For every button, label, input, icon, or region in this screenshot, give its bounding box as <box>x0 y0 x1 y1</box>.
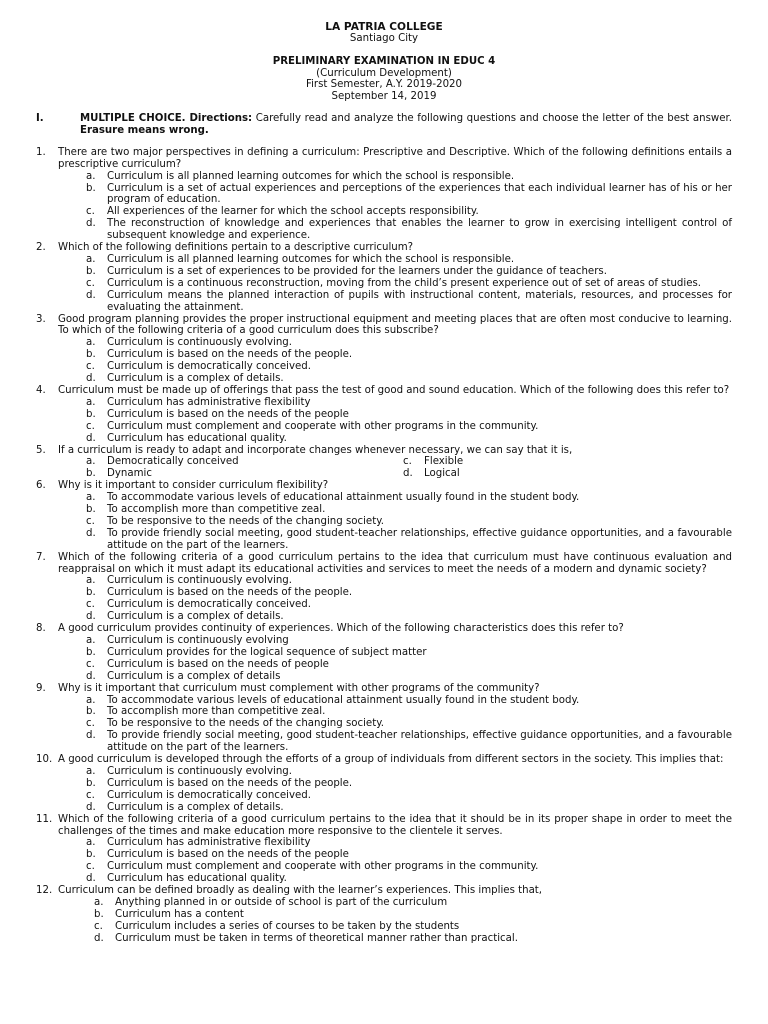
question-number: 2. <box>36 242 46 254</box>
answer-option <box>36 504 732 516</box>
answer-option <box>36 349 732 361</box>
option-text: Curriculum includes a series of courses to be taken by the students <box>115 920 460 932</box>
question-text: Which of the following criteria of a good curriculum pertains to the idea that curriculum must have continuous evaluation and reappraisal on which it must adapt its educational activities and services to meet the needs of a modern and dynamic society? <box>58 551 732 575</box>
option-text: Anything planned in or outside of school is part of the curriculum <box>115 896 448 908</box>
answer-option <box>36 361 732 373</box>
option-text: Curriculum is continuously evolving <box>107 635 289 646</box>
option-letter: c. <box>86 515 95 527</box>
answer-option <box>36 849 732 861</box>
option-text: Curriculum is a set of actual experiences and perceptions of the experiences that each individual learner has of his or her program of education. <box>107 182 732 206</box>
answer-option <box>36 635 732 647</box>
option-letter: c. <box>86 420 95 432</box>
option-text: All experiences of the learner for which the school accepts responsibility. <box>107 206 479 218</box>
answer-option <box>36 528 732 552</box>
option-text: To provide friendly social meeting, good student-teacher relationships, effective guidance opportunities, and a favourable attitude on the part of the learners. <box>107 527 732 551</box>
section-number: I. <box>36 113 44 125</box>
option-text: Curriculum has a content <box>115 908 244 920</box>
exam-semester: First Semester, A.Y. 2019-2020 <box>305 79 463 91</box>
question-number: 1. <box>36 146 46 158</box>
answer-option <box>36 575 732 587</box>
answer-option <box>36 718 732 730</box>
option-letter: d. <box>403 468 413 480</box>
question-item <box>36 147 732 171</box>
answer-option <box>36 183 732 207</box>
option-letter: d. <box>86 218 96 230</box>
option-text: Curriculum is based on the needs of people <box>107 658 329 670</box>
option-text: Curriculum must complement and cooperate with other programs in the community. <box>107 420 539 432</box>
option-text: Logical <box>424 468 460 480</box>
answer-option <box>86 456 403 468</box>
option-letter: c. <box>94 920 103 932</box>
answer-option <box>36 409 732 421</box>
option-text: Dynamic <box>107 468 152 480</box>
option-letter: a. <box>86 456 96 468</box>
option-text: Curriculum is a continuous reconstruction, moving from the child’s present experience out of set of areas of studies. <box>107 277 702 289</box>
question-item <box>36 552 732 576</box>
option-text: Curriculum is based on the needs of the people <box>107 408 349 420</box>
question-number: 5. <box>36 444 46 456</box>
question-number: 9. <box>36 682 46 694</box>
question-number: 7. <box>36 551 46 563</box>
question-item <box>36 814 732 838</box>
answer-option <box>86 468 403 480</box>
answer-option <box>36 730 732 754</box>
answer-option <box>36 599 732 611</box>
option-letter: a. <box>94 896 104 908</box>
option-letter: a. <box>86 635 96 646</box>
answer-option <box>36 171 732 183</box>
question-text: Why is it important to consider curriculum flexibility? <box>58 480 329 492</box>
option-text: Flexible <box>424 456 464 468</box>
option-text: Curriculum is based on the needs of the people <box>107 849 349 861</box>
answer-option <box>36 921 732 933</box>
option-letter: d. <box>86 527 96 539</box>
option-text: Curriculum is all planned learning outcomes for which the school is responsible. <box>107 170 515 182</box>
option-text: Curriculum must complement and cooperate with other programs in the community. <box>107 861 539 873</box>
answer-option <box>36 766 732 778</box>
option-text: Curriculum is democratically conceived. <box>107 361 311 373</box>
question-text: There are two major perspectives in defining a curriculum: Prescriptive and Descriptive. Which of the following definitions entails a prescriptive curriculum? <box>58 146 732 170</box>
option-text: Democratically conceived <box>107 456 239 468</box>
answer-option <box>36 421 732 433</box>
option-text: Curriculum is continuously evolving. <box>107 337 292 349</box>
question-text: If a curriculum is ready to adapt and incorporate changes whenever necessary, we can say that it is, <box>58 444 573 456</box>
option-letter: b. <box>86 706 96 718</box>
option-letter: b. <box>86 182 96 194</box>
option-text: Curriculum is all planned learning outcomes for which the school is responsible. <box>107 254 515 265</box>
option-text: Curriculum has educational quality. <box>107 873 287 885</box>
section-text: Carefully read and analyze the following questions and choose the letter of the best answer. <box>252 113 732 125</box>
question-item <box>36 623 732 635</box>
question-number: 3. <box>36 313 46 325</box>
answer-option <box>36 837 732 849</box>
question-item <box>36 445 732 457</box>
option-letter: b. <box>86 646 96 658</box>
answer-option <box>36 587 732 599</box>
school-name: LA PATRIA COLLEGE <box>325 21 443 33</box>
question-number: 11. <box>36 813 53 825</box>
option-letter: c. <box>86 789 95 801</box>
option-letter: b. <box>86 587 96 599</box>
option-letter: c. <box>86 718 95 730</box>
question-number: 10. <box>36 754 53 766</box>
answer-option <box>36 254 732 266</box>
option-letter: b. <box>86 265 96 277</box>
option-text: To accommodate various levels of educational attainment usually found in the student body. <box>107 492 580 504</box>
question-item <box>36 885 732 897</box>
option-letter: d. <box>86 730 96 742</box>
question-number: 12. <box>36 885 53 897</box>
option-letter: b. <box>86 777 96 789</box>
option-text: Curriculum is based on the needs of the people. <box>107 777 353 789</box>
answer-option <box>36 278 732 290</box>
section-title: MULTIPLE CHOICE. Directions: <box>80 113 253 125</box>
question-item <box>36 385 732 397</box>
question-item <box>36 242 732 254</box>
section-directions <box>36 113 732 137</box>
option-letter: d. <box>94 932 104 944</box>
option-text: Curriculum is a complex of details <box>107 670 281 682</box>
question-item <box>36 314 732 338</box>
option-letter: d. <box>86 289 96 301</box>
answer-option <box>36 778 732 790</box>
option-text: Curriculum has educational quality. <box>107 432 287 444</box>
option-text: Curriculum is continuously evolving. <box>107 575 292 587</box>
option-letter: b. <box>86 349 96 361</box>
option-letter: a. <box>86 396 96 408</box>
answer-option <box>36 873 732 885</box>
option-letter: d. <box>86 873 96 885</box>
exam-date: September 14, 2019 <box>331 90 437 102</box>
answer-option <box>36 647 732 659</box>
answer-option <box>36 706 732 718</box>
option-letter: c. <box>86 206 95 218</box>
option-letter: a. <box>86 337 96 349</box>
school-city: Santiago City <box>349 33 419 44</box>
question-text: A good curriculum provides continuity of experiences. Which of the following characteristics does this refer to? <box>58 623 624 635</box>
answer-option-row <box>36 456 732 468</box>
section-body <box>80 113 732 137</box>
option-letter: a. <box>86 837 96 849</box>
exam-header <box>36 21 732 102</box>
option-letter: c. <box>86 658 95 670</box>
answer-option <box>36 218 732 242</box>
question-text: Why is it important that curriculum must complement with other programs of the community? <box>58 682 540 694</box>
option-letter: d. <box>86 432 96 444</box>
option-letter: b. <box>86 504 96 516</box>
question-text: Which of the following criteria of a good curriculum pertains to the idea that it should be in its proper shape in order to meet the challenges of the times and make education more responsive to the clientele it serves. <box>58 813 732 837</box>
answer-option <box>36 671 732 683</box>
option-text: Curriculum is continuously evolving. <box>107 765 292 777</box>
section-emphasis: Erasure means wrong. <box>80 124 209 136</box>
question-item <box>36 683 732 695</box>
option-text: Curriculum provides for the logical sequence of subject matter <box>107 646 427 658</box>
option-letter: b. <box>86 468 96 480</box>
option-letter: b. <box>86 408 96 420</box>
option-text: Curriculum is democratically conceived. <box>107 599 311 611</box>
option-text: Curriculum is based on the needs of the people. <box>107 587 353 599</box>
option-letter: c. <box>86 277 95 289</box>
option-letter: c. <box>403 456 412 468</box>
answer-option <box>36 790 732 802</box>
option-letter: c. <box>86 861 95 873</box>
option-text: To be responsive to the needs of the changing society. <box>107 515 385 527</box>
option-text: The reconstruction of knowledge and experiences that enables the learner to grow in exercising intelligent control of subsequent knowledge and experience. <box>107 218 732 242</box>
question-text: A good curriculum is developed through the efforts of a group of individuals from different sectors in the society. This implies that: <box>58 754 724 766</box>
option-text: To accomplish more than competitive zeal. <box>107 706 326 718</box>
option-text: Curriculum is a complex of details. <box>107 801 284 813</box>
answer-option <box>36 861 732 873</box>
option-letter: a. <box>86 170 96 182</box>
option-text: Curriculum is a complex of details. <box>107 373 284 385</box>
answer-option <box>36 695 732 707</box>
option-text: Curriculum is based on the needs of the people. <box>107 349 353 361</box>
option-letter: d. <box>86 670 96 682</box>
answer-option <box>36 373 732 385</box>
option-text: Curriculum has administrative flexibility <box>107 396 311 408</box>
option-text: To be responsive to the needs of the changing society. <box>107 718 385 730</box>
answer-option <box>36 802 732 814</box>
answer-option <box>36 933 732 945</box>
option-letter: d. <box>86 373 96 385</box>
option-text: Curriculum has administrative flexibility <box>107 837 311 849</box>
answer-option <box>36 659 732 671</box>
answer-option <box>36 611 732 623</box>
option-text: Curriculum is a set of experiences to be provided for the learners under the guidance of teachers. <box>107 265 607 277</box>
answer-option <box>36 492 732 504</box>
question-number: 6. <box>36 480 46 492</box>
answer-option <box>36 290 732 314</box>
answer-option <box>36 897 732 909</box>
option-text: To accomplish more than competitive zeal. <box>107 504 326 516</box>
option-text: To provide friendly social meeting, good student-teacher relationships, effective guidance opportunities, and a favourable attitude on the part of the learners. <box>107 730 732 754</box>
question-text: Good program planning provides the proper instructional equipment and meeting places that are often most conducive to learning. To which of the following criteria of a good curriculum does this subscribe? <box>58 313 732 337</box>
exam-subject: (Curriculum Development) <box>316 67 452 79</box>
option-text: Curriculum is a complex of details. <box>107 611 284 623</box>
question-item <box>36 480 732 492</box>
option-letter: d. <box>86 611 96 623</box>
question-list <box>36 147 732 945</box>
question-number: 4. <box>36 384 46 396</box>
exam-title: PRELIMINARY EXAMINATION IN EDUC 4 <box>272 56 496 68</box>
option-letter: d. <box>86 801 96 813</box>
option-letter: a. <box>86 575 96 587</box>
option-text: Curriculum must be taken in terms of theoretical manner rather than practical. <box>115 932 518 944</box>
answer-option <box>36 397 732 409</box>
answer-option-row <box>36 468 732 480</box>
option-letter: b. <box>86 849 96 861</box>
answer-option <box>403 468 720 480</box>
option-letter: b. <box>94 908 104 920</box>
option-letter: a. <box>86 765 96 777</box>
answer-option <box>36 516 732 528</box>
question-text: Curriculum can be defined broadly as dealing with the learner’s experiences. This implies that, <box>58 885 543 897</box>
answer-option <box>36 433 732 445</box>
option-text: Curriculum is democratically conceived. <box>107 789 311 801</box>
question-text: Which of the following definitions pertain to a descriptive curriculum? <box>58 242 414 254</box>
option-text: To accommodate various levels of educational attainment usually found in the student body. <box>107 694 580 706</box>
answer-option <box>403 456 720 468</box>
option-letter: a. <box>86 254 96 265</box>
answer-option <box>36 337 732 349</box>
answer-option <box>36 266 732 278</box>
option-letter: c. <box>86 599 95 611</box>
option-text: Curriculum means the planned interaction of pupils with instructional content, materials, resources, and processes for evaluating the attainment. <box>107 289 732 313</box>
question-number: 8. <box>36 623 46 635</box>
option-letter: a. <box>86 694 96 706</box>
question-text: Curriculum must be made up of offerings that pass the test of good and sound education. Which of the following does this refer to? <box>58 384 730 396</box>
answer-option <box>36 206 732 218</box>
answer-option <box>36 909 732 921</box>
question-item <box>36 754 732 766</box>
option-letter: c. <box>86 361 95 373</box>
option-letter: a. <box>86 492 96 504</box>
